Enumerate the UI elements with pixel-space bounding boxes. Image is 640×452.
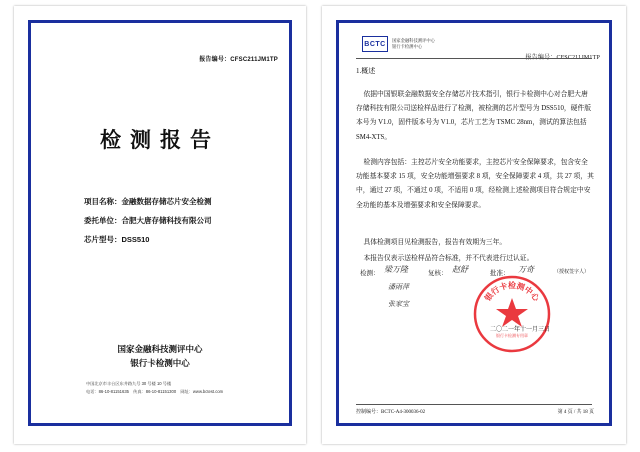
- logo-line-2: 银行卡检测中心: [392, 44, 423, 49]
- cover-page: [14, 6, 306, 444]
- project-value: 金融数据存储芯片安全检测: [121, 197, 212, 206]
- client-row: [84, 211, 212, 230]
- cover-report-number: 报告编号：CFSC211JM1TP: [199, 57, 278, 63]
- cover-address: 中国北京市丰台区东井路九号 30 号楼 10 号楼: [86, 381, 172, 386]
- cover-footer: [86, 380, 223, 395]
- client-label: 委托单位：: [84, 216, 122, 225]
- page-border: [336, 20, 612, 426]
- stamp-text: 银行卡检测中心: [483, 281, 541, 303]
- authorized-signer-note: （授权签字人）: [554, 270, 590, 275]
- signature-tester-3: 张家宝: [388, 300, 409, 308]
- sign-test-label: 检测：: [360, 270, 380, 277]
- project-label: 项目名称：: [84, 197, 122, 206]
- sign-approve-label: 批准：: [490, 270, 510, 277]
- logo-line-1: 国家金融科技测评中心: [392, 38, 435, 43]
- chip-value: DSS510: [121, 235, 150, 244]
- page-report-number: 报告编号：CFSC211JM1TP: [525, 55, 600, 61]
- overview-paragraph-4: 本报告仅表示送检样品符合标准，并不代表进行过认证。: [363, 255, 534, 262]
- cover-contact: 电话：86-10-81151635 传真：86-10-81151300 网址：www.bctest.com: [86, 388, 224, 394]
- overview-paragraph-1: 依据中国银联金融数据安全存储芯片技术指引，银行卡检测中心对合肥大唐存储科技有限公司送检样品进行了检测，被检测的芯片型号为 DSS510，硬件版本号为 V1.0，固件版本号为 V1.0，芯片工艺为 TSMC 28nm，测试的算法包括 SM4-XTS。: [356, 91, 592, 141]
- org-line-2: 银行卡检测中心: [130, 358, 190, 368]
- footer-rule: [356, 404, 592, 405]
- official-stamp: [472, 274, 552, 354]
- report-page-4: [322, 6, 626, 444]
- org-line-1: 国家金融科技测评中心: [117, 344, 203, 354]
- sign-review-label: 复核：: [428, 270, 448, 277]
- bctc-logo: [362, 36, 435, 52]
- chip-row: [84, 230, 212, 249]
- chip-label: 芯片型号：: [84, 235, 122, 244]
- signature-tester-2: 潘雨萍: [388, 283, 409, 291]
- overview-paragraph-2: 检测内容包括：主控芯片安全功能要求，主控芯片安全保障要求，包含安全功能基本要求 15 项，安全功能增强要求 8 项，安全保障要求 4 项，共 27 项，其中，通过 27 项，不通过 0 项，不适用 0 项，经检测上述检测项目符合规定中安全功能的基本及增强要求和安全保障要求。: [356, 159, 594, 209]
- cover-organization: [14, 342, 306, 370]
- client-value: 合肥大唐存储科技有限公司: [121, 216, 212, 225]
- section-heading: 1.概述: [356, 67, 376, 75]
- signature-approver: 万奇: [518, 265, 534, 274]
- control-number: 控制编号：BCTC-A4-300036-02: [356, 410, 426, 415]
- overview-paragraph-3: 具体检测项目见检测报告，报告有效期为三年。: [363, 239, 507, 246]
- signature-tester-1: 梁万隆: [384, 265, 408, 274]
- stamp-date: 二〇二一年十一月三日: [490, 327, 551, 333]
- signature-reviewer: 赵舒: [452, 265, 468, 274]
- cover-title: 检测报告: [100, 129, 220, 152]
- logo-text: [392, 38, 435, 50]
- page-number: 第 4 页 / 共 18 页: [557, 410, 594, 415]
- cover-info-block: [84, 192, 212, 249]
- logo-mark: BCTC: [362, 36, 388, 52]
- header-rule: [356, 58, 592, 59]
- project-row: [84, 192, 212, 211]
- stamp-subtext: 银行卡检测专用章: [496, 333, 528, 338]
